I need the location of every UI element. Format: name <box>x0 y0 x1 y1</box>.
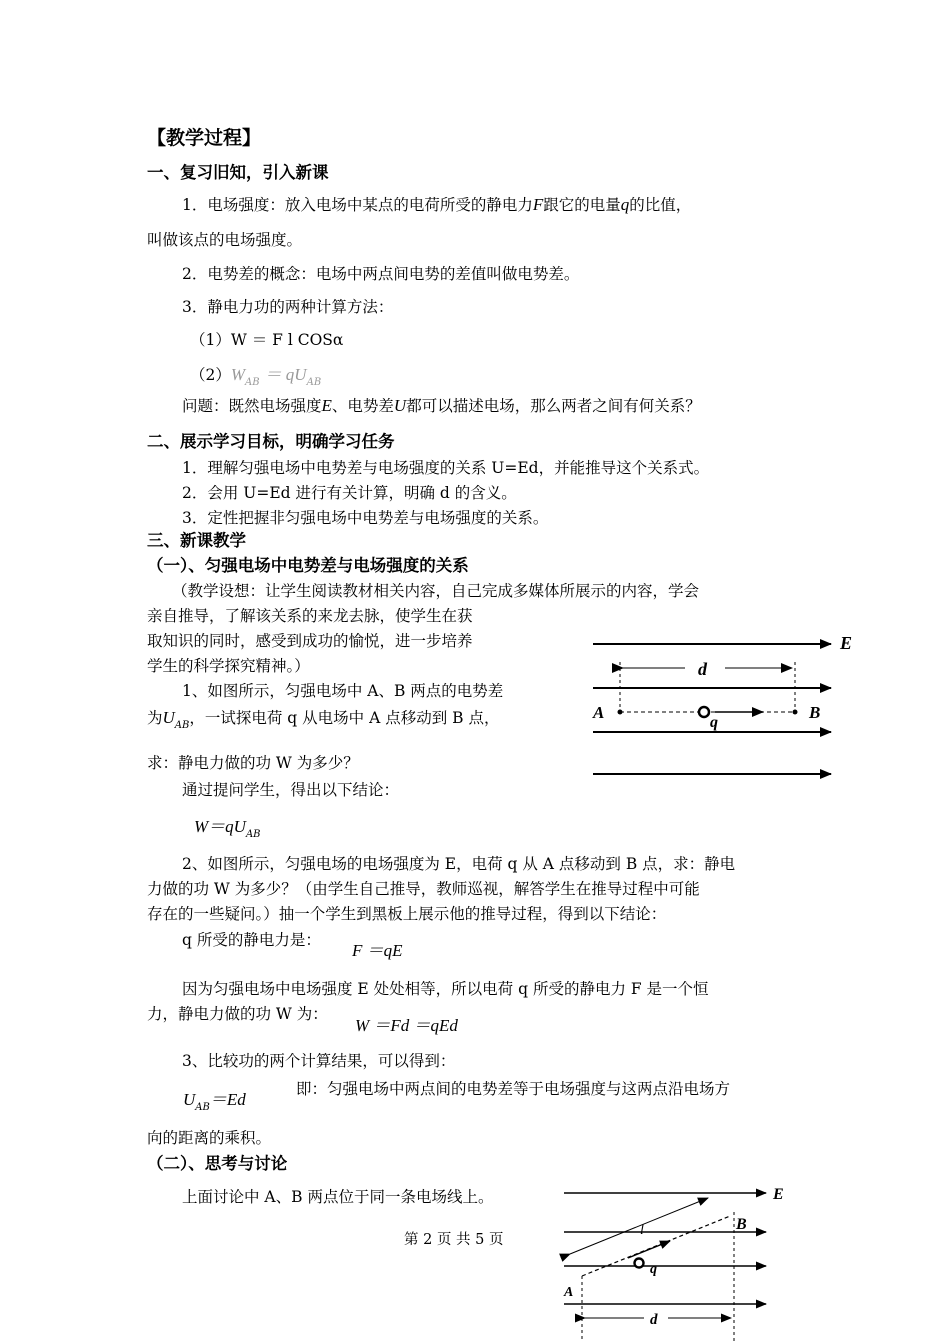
problem-3-line-1: 3、比较功的两个计算结果，可以得到： <box>182 1052 456 1070</box>
discussion-line: 上面讨论中 A、B 两点位于同一条电场线上。 <box>182 1188 494 1206</box>
page-footer: 第 2 页 共 5 页 <box>404 1232 504 1248</box>
label-e: E <box>840 633 853 653</box>
section-2-heading: 二、展示学习目标，明确学习任务 <box>147 432 395 451</box>
figure-field-ab-offset <box>558 1180 798 1344</box>
equation-f-qe: F ＝qE <box>352 941 403 960</box>
equation-u-ed: $U_{AB}=Ed$ <box>183 1090 246 1113</box>
review-item-1: 1．电场强度：放入电场中某点的电荷所受的静电力F跟它的电量q的比值， <box>182 195 692 214</box>
equation-w-fd: W ＝Fd ＝qEd <box>355 1016 458 1035</box>
problem-2-line-3: 存在的一些疑问。）抽一个学生到黑板上展示他的推导过程，得到以下结论： <box>147 905 667 923</box>
point-a <box>618 710 623 715</box>
problem-1-line-1: 1、如图所示，匀强电场中 A、B 两点的电势差 <box>182 682 504 700</box>
goal-1: 1．理解匀强电场中电势差与电场强度的关系 U=Ed，并能推导这个关系式。 <box>182 459 710 477</box>
subsection-1-heading: （一）、匀强电场中电势差与电场强度的关系 <box>147 556 469 575</box>
goal-3: 3．定性把握非匀强电场中电势差与电场强度的关系。 <box>182 509 549 527</box>
review-item-2: 2．电势差的概念：电场中两点间电势的差值叫做电势差。 <box>182 265 580 283</box>
figure-uniform-field-ab <box>585 628 855 788</box>
review-item-1-cont: 叫做该点的电场强度。 <box>147 231 303 249</box>
label-a: A <box>593 703 605 722</box>
equation-w-qu: $W=qU_{AB}$ <box>194 817 261 840</box>
fig2-label-b: B <box>736 1216 747 1233</box>
problem-3-line-3: 向的距离的乘积。 <box>147 1129 272 1147</box>
review-item-3: 3．静电力功的两种计算方法： <box>182 298 394 316</box>
design-note-4: 学生的科学探究精神。） <box>147 657 310 675</box>
goal-2: 2．会用 U=Ed 进行有关计算，明确 d 的含义。 <box>182 484 517 502</box>
formula-1: （1）W ＝ F l COSα <box>190 331 344 349</box>
fig2-label-d: d <box>650 1312 658 1328</box>
charge-q <box>699 707 709 717</box>
problem-1-line-2: 为$U_{AB}$，一试探电荷 q 从电场中 A 点移动到 B 点， <box>147 708 500 731</box>
design-note-2: 亲自推导，了解该关系的来龙去脉，使学生在获 <box>147 607 473 625</box>
label-b: B <box>809 703 821 722</box>
formula-2: $(2)W_{AB} = qU_{AB}$ <box>190 365 322 388</box>
fig2-label-e: E <box>773 1186 784 1203</box>
section-3-heading: 三、新课教学 <box>147 531 246 550</box>
label-q: q <box>710 714 718 731</box>
problem-3-line-2: 即：匀强电场中两点间的电势差等于电场强度与这两点沿电场方 <box>296 1080 731 1098</box>
problem-2-line-4: q 所受的静电力是： <box>182 931 321 949</box>
page-title: 【教学过程】 <box>147 127 262 149</box>
problem-1-line-3: 求：静电力做的功 W 为多少？ <box>147 754 359 772</box>
fig2-label-a: A <box>564 1285 574 1300</box>
subsection-2-heading: （二）、思考与讨论 <box>147 1154 288 1173</box>
section-1-heading: 一、复习旧知，引入新课 <box>147 163 329 182</box>
problem-2-line-5: 因为匀强电场中电场强度 E 处处相等，所以电荷 q 所受的静电力 F 是一个恒 <box>182 980 709 998</box>
design-note-3: 取知识的同时，感受到成功的愉悦，进一步培养 <box>147 632 473 650</box>
problem-2-line-2: 力做的功 W 为多少？（由学生自己推导，教师巡视，解答学生在推导过程中可能 <box>147 880 700 898</box>
point-b <box>793 710 798 715</box>
fig2-label-l: l <box>640 1223 644 1238</box>
question-line: 问题：既然电场强度E、电势差U都可以描述电场，那么两者之间有何关系？ <box>182 396 701 415</box>
problem-2-line-1: 2、如图所示，匀强电场的电场强度为 E，电荷 q 从 A 点移动到 B 点，求：静电 <box>182 855 736 873</box>
problem-2-line-6: 力，静电力做的功 W 为： <box>147 1005 328 1023</box>
problem-1-line-4: 通过提问学生，得出以下结论： <box>182 781 400 799</box>
fig2-label-q: q <box>650 1262 657 1277</box>
label-d: d <box>698 659 707 679</box>
design-note-1: （教学设想：让学生阅读教材相关内容，自己完成多媒体所展示的内容，学会 <box>172 582 700 600</box>
